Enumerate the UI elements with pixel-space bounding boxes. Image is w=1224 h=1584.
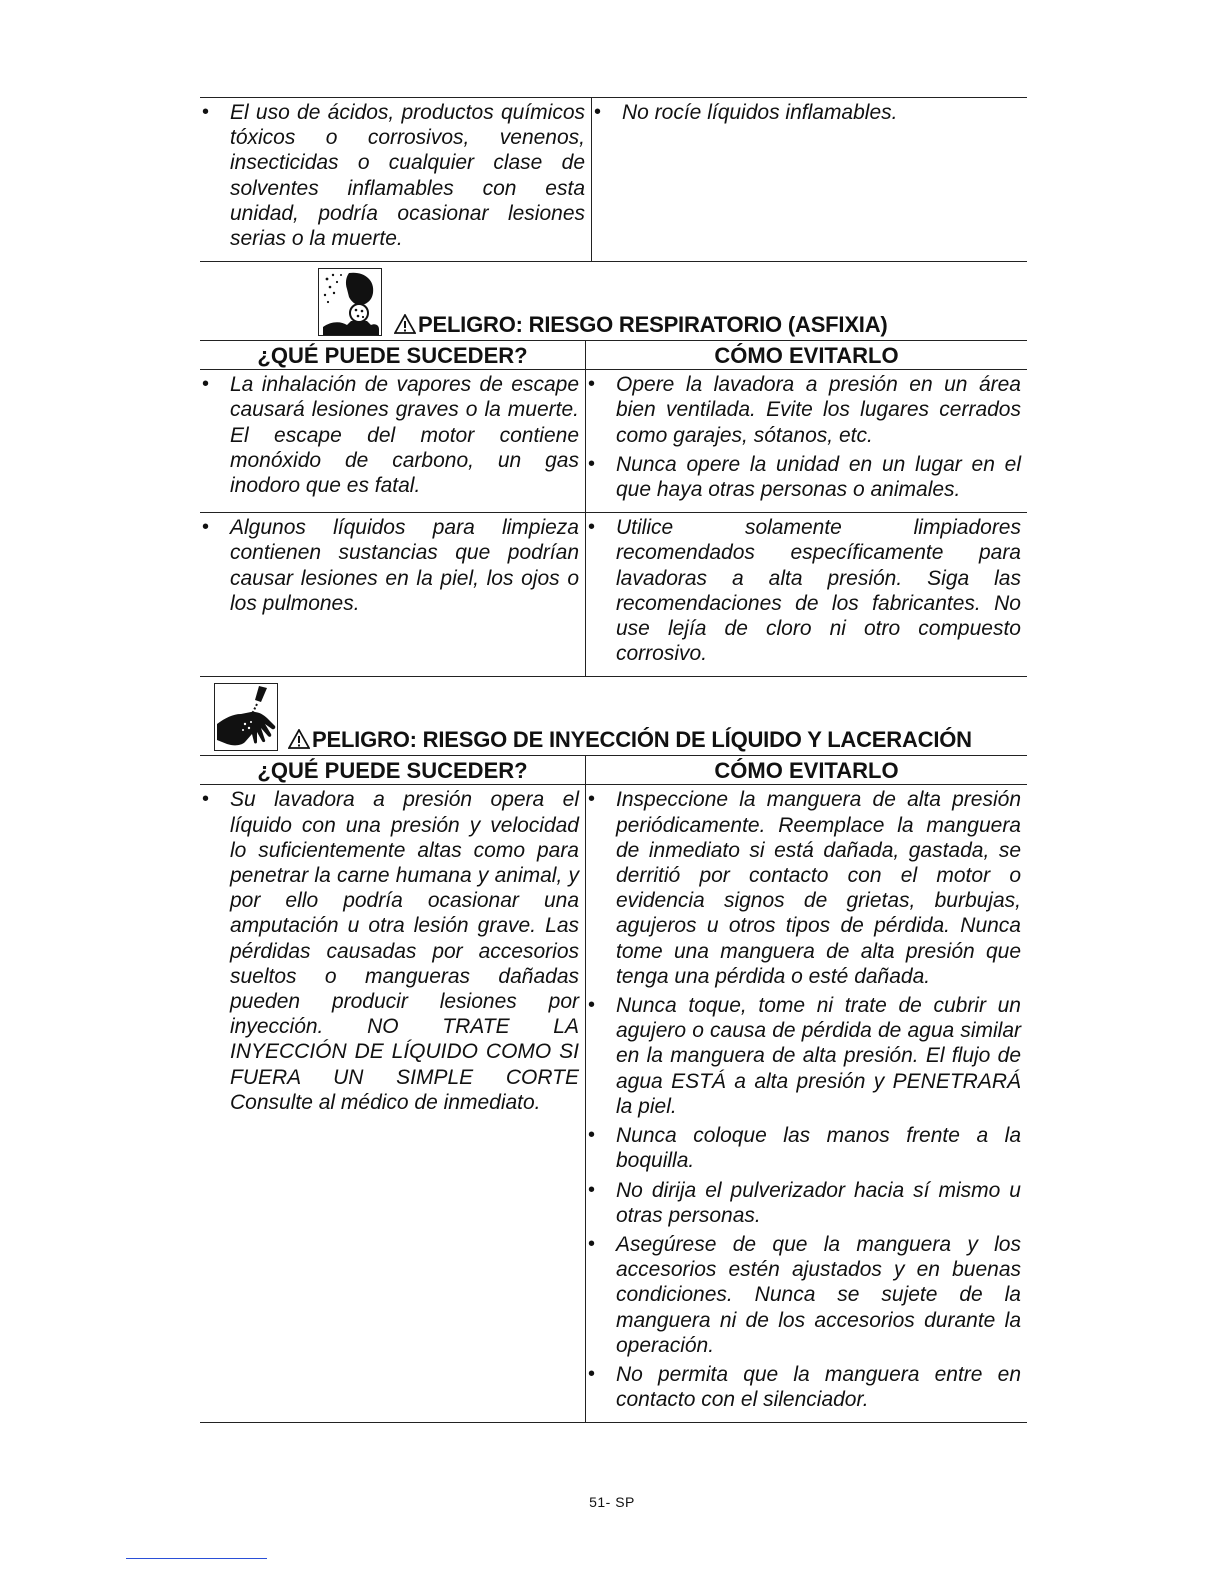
injection-section-title: PELIGRO: RIESGO DE INYECCIÓN DE LÍQUIDO Y LACERACIÓN [288, 727, 972, 753]
warning-triangle-icon [394, 314, 416, 334]
document-body [200, 97, 1027, 1423]
respiratory-section-title: PELIGRO: RIESGO RESPIRATORIO (ASFIXIA) [394, 312, 888, 338]
how-to-avoid-list [586, 372, 1021, 502]
list-item: • Inspeccione la manguera de alta presión periódicamente. Reemplace la manguera de inmediato si está dañada, gastada, se derritió por contacto con el motor o evidencia signos de grietas, burbujas, agujeros u otros tipos de pérdida. Nunca tome una manguera de alta presión que tenga una pérdida o esté dañada. [586, 787, 1021, 989]
how-to-avoid-list [586, 787, 1021, 1412]
list-item: • Asegúrese de que la manguera y los accesorios estén ajustados y en buenas condiciones. Nunca se sujete de la manguera ni de los accesorios durante la operación. [586, 1232, 1021, 1358]
table-row [200, 785, 1027, 1423]
respiratory-section-header [200, 262, 1027, 340]
injection-hazard-icon [214, 683, 278, 751]
list-item: • Nunca coloque las manos frente a la boquilla. [586, 1123, 1021, 1173]
how-to-avoid-list [592, 100, 1021, 125]
column-header-what: ¿QUÉ PUEDE SUCEDER? [200, 756, 586, 785]
list-item: • No dirija el pulverizador hacia sí mismo u otras personas. [586, 1178, 1021, 1228]
column-header-how: CÓMO EVITARLO [586, 756, 1028, 785]
list-item: • Opere la lavadora a presión en un área bien ventilada. Evite los lugares cerrados como garajes, sótanos, etc. [586, 372, 1021, 448]
list-item: • Su lavadora a presión opera el líquido con una presión y velocidad lo suficientemente altas como para penetrar la carne humana y animal, y por ello podría ocasionar una amputación u otra lesión grave. Las pérdidas causadas por accesorios sueltos o mangueras dañadas pueden producir lesiones por inyección. NO TRATE LA INYECCIÓN DE LÍQUIDO COMO SI FUERA UN SIMPLE CORTE Consulte al médico de inmediato. [200, 787, 579, 1115]
top-hazard-table [200, 97, 1027, 262]
list-item: • Utilice solamente limpiadores recomendados específicamente para lavadoras a alta presión. Siga las recomendaciones de los fabricantes. No use lejía de cloro ni otro compuesto corrosivo. [586, 515, 1021, 666]
what-can-happen-list [200, 787, 579, 1115]
injection-hazard-table [200, 755, 1027, 1423]
respiratory-hazard-table [200, 340, 1027, 677]
list-item: • Algunos líquidos para limpieza contienen sustancias que podrían causar lesiones en la piel, los ojos o los pulmones. [200, 515, 579, 616]
list-item: • No rocíe líquidos inflamables. [592, 100, 1021, 125]
injection-section-header [200, 677, 1027, 755]
table-row [200, 98, 1027, 262]
respiratory-hazard-icon [318, 268, 382, 336]
what-can-happen-list [200, 372, 579, 498]
what-can-happen-list [200, 515, 579, 616]
list-item: • El uso de ácidos, productos químicos tóxicos o corrosivos, venenos, insecticidas o cualquier clase de solventes inflamables con esta unidad, podría ocasionar lesiones serias o la muerte. [200, 100, 585, 251]
column-header-how: CÓMO EVITARLO [586, 341, 1028, 370]
page-number: 51- SP [589, 1494, 635, 1510]
table-row [200, 370, 1027, 513]
how-to-avoid-list [586, 515, 1021, 666]
column-header-what: ¿QUÉ PUEDE SUCEDER? [200, 341, 586, 370]
table-header-row [200, 341, 1027, 370]
what-can-happen-list [200, 100, 585, 251]
list-item: • No permita que la manguera entre en contacto con el silenciador. [586, 1362, 1021, 1412]
footer-link-underline [126, 1558, 267, 1559]
list-item: • La inhalación de vapores de escape causará lesiones graves o la muerte. El escape del motor contiene monóxido de carbono, un gas inodoro que es fatal. [200, 372, 579, 498]
list-item: • Nunca opere la unidad en un lugar en el que haya otras personas o animales. [586, 452, 1021, 502]
list-item: • Nunca toque, tome ni trate de cubrir un agujero o causa de pérdida de agua similar en la manguera de alta presión. El flujo de agua ESTÁ a alta presión y PENETRARÁ la piel. [586, 993, 1021, 1119]
table-header-row [200, 756, 1027, 785]
table-row [200, 513, 1027, 677]
warning-triangle-icon [288, 729, 310, 749]
